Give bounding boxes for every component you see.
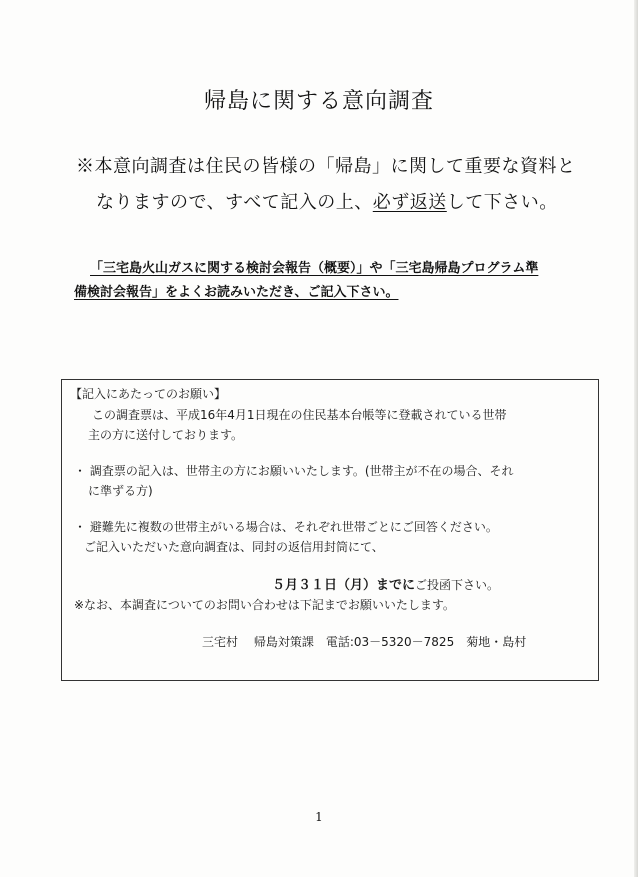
reference-line-2: 備検討会報告」をよくお読みいただき、ご記入下さい。: [74, 285, 399, 300]
deadline-date: ５月３１日（月）までに: [272, 578, 416, 593]
instructions-box: [61, 379, 599, 681]
instructions-para-1-line-1: この調査票は、平成16年4月1日現在の住民基本台帳等に登載されている世帯: [92, 408, 507, 422]
notice-underlined-return: 必ず返送: [372, 192, 447, 213]
reference-instruction: [74, 257, 594, 305]
contact-info: 三宅村 帰島対策課 電話:03－5320－7825 菊地・島村: [202, 635, 527, 649]
page-title: 帰島に関する意向調査: [203, 89, 434, 114]
instructions-heading: 【記入にあたってのお願い】: [70, 387, 227, 401]
instructions-bullet-1-line-1: ・ 調査票の記入は、世帯主の方にお願いいたします。(世帯主が不在の場合、それ: [74, 464, 514, 478]
instructions-bullet-1-line-2: に準ずる方): [88, 484, 153, 498]
notice-line-2-start: なりますので、すべて記入の上、: [96, 192, 373, 213]
instructions-deadline: [272, 576, 499, 595]
instructions-inquiry: ※なお、本調査についてのお問い合わせは下記までお願いいたします。: [74, 598, 455, 612]
page-number: 1: [315, 810, 323, 824]
notice-line-2: [76, 185, 596, 221]
important-notice: [76, 149, 596, 221]
page-edge-shadow: [634, 0, 638, 877]
notice-line-2-end: して下さい。: [446, 192, 558, 213]
instructions-bullet-2: ・ 避難先に複数の世帯主がいる場合は、それぞれ世帯ごとにご回答ください。: [74, 520, 498, 534]
instructions-return-line: ご記入いただいた意向調査は、同封の返信用封筒にて、: [84, 540, 384, 554]
deadline-rest: ご投函下さい。: [415, 578, 500, 592]
reference-line-1: 「三宅島火山ガスに関する検討会報告（概要）」や「三宅島帰島プログラム準: [90, 261, 539, 276]
notice-line-1: ※本意向調査は住民の皆様の「帰島」に関して重要な資料と: [76, 156, 576, 177]
instructions-para-1-line-2: 主の方に送付しております。: [88, 428, 244, 442]
